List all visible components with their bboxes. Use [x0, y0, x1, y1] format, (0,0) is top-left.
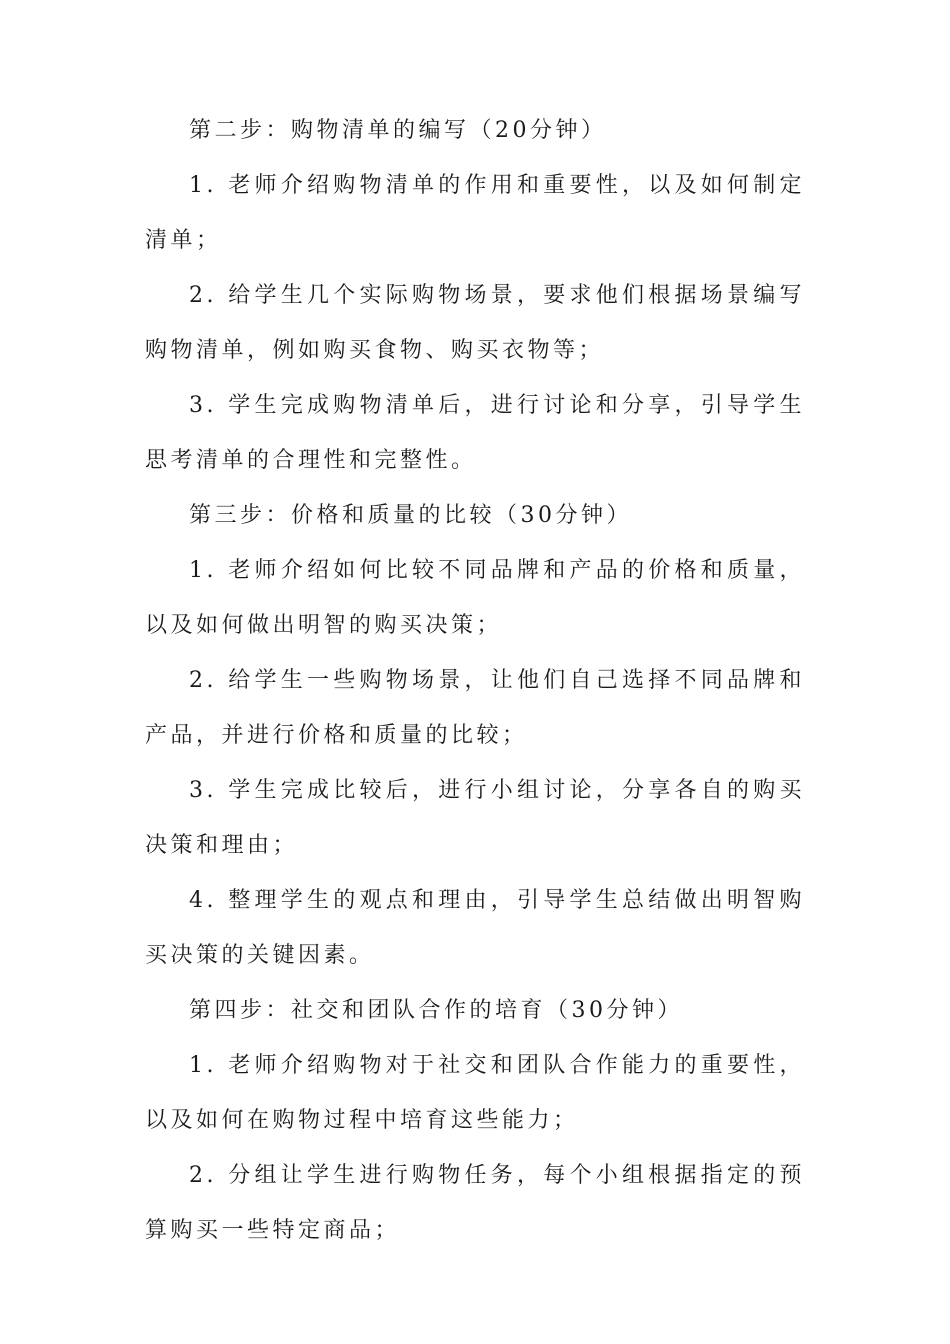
paragraph-step-3-item-4: 4. 整理学生的观点和理由，引导学生总结做出明智购买决策的关键因素。 — [145, 888, 805, 968]
section-heading-step-3: 第三步：价格和质量的比较（30分钟） — [189, 503, 632, 528]
paragraph-step-2-item-1: 1. 老师介绍购物清单的作用和重要性，以及如何制定清单； — [145, 173, 805, 253]
section-heading-step-2: 第二步：购物清单的编写（20分钟） — [189, 118, 607, 143]
section-heading-step-4: 第四步：社交和团队合作的培育（30分钟） — [189, 998, 683, 1023]
paragraph-step-3-item-1: 1. 老师介绍如何比较不同品牌和产品的价格和质量，以及如何做出明智的购买决策； — [145, 558, 805, 638]
paragraph-step-3-item-2: 2. 给学生一些购物场景，让他们自己选择不同品牌和产品，并进行价格和质量的比较； — [145, 668, 805, 748]
paragraph-step-3-item-3: 3. 学生完成比较后，进行小组讨论，分享各自的购买决策和理由； — [145, 778, 805, 858]
paragraph-step-2-item-2: 2. 给学生几个实际购物场景，要求他们根据场景编写购物清单，例如购买食物、购买衣物等； — [145, 283, 805, 363]
paragraph-step-4-item-2: 2. 分组让学生进行购物任务，每个小组根据指定的预算购买一些特定商品； — [145, 1163, 805, 1243]
paragraph-step-4-item-1: 1. 老师介绍购物对于社交和团队合作能力的重要性，以及如何在购物过程中培育这些能力； — [145, 1053, 805, 1133]
paragraph-step-2-item-3: 3. 学生完成购物清单后，进行讨论和分享，引导学生思考清单的合理性和完整性。 — [145, 393, 805, 473]
document-body — [145, 103, 805, 1258]
